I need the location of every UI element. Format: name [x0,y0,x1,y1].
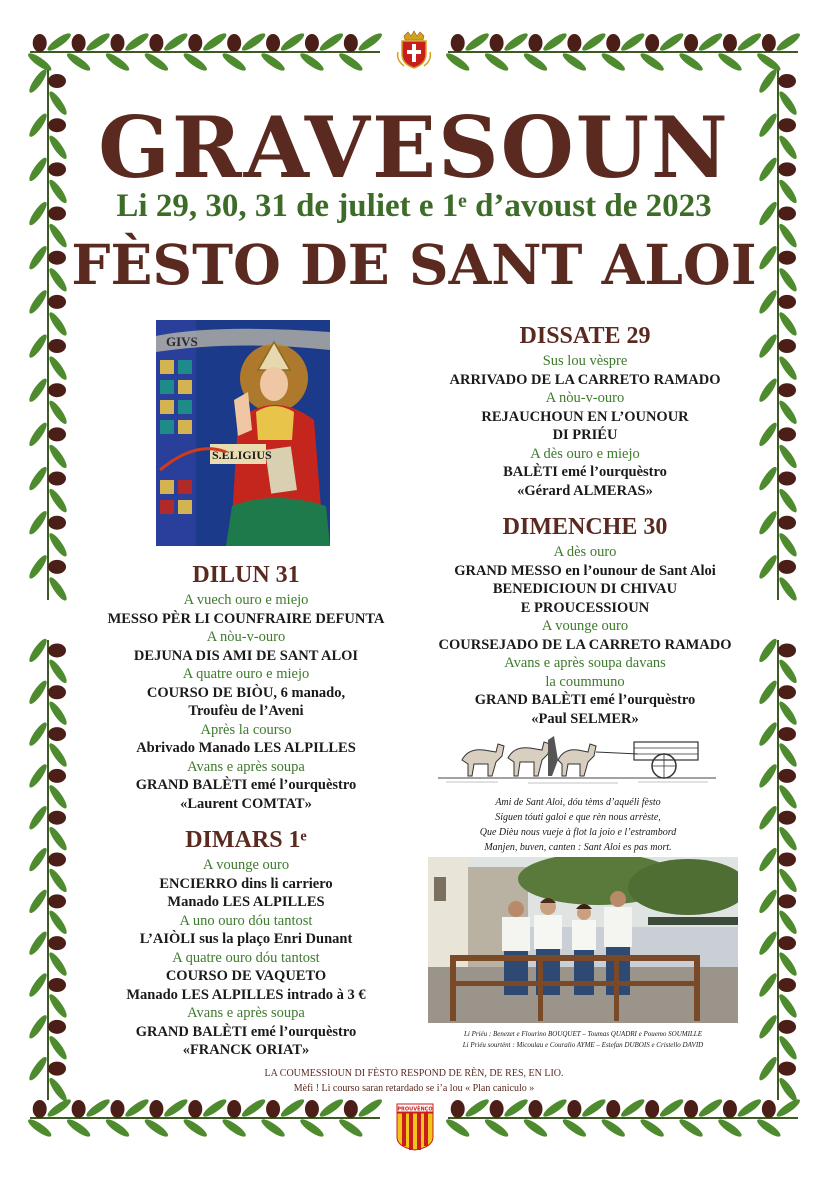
event-name: «Paul SELMER» [531,710,639,727]
day-heading: DIMARS 1ᵉ [185,827,307,853]
event-time: A quatre ouro dóu tantost [172,949,320,966]
event-name: GRAND BALÈTI emé l’ourquèstro [135,777,357,793]
program-dilun [76,561,416,813]
event-name: L’AIÒLI sus la plaço Enri Dunant [139,931,353,947]
event-name: ARRIVADO DE LA CARRETO RAMADO [449,371,721,388]
caption-line: Li Priéu sourtènt : Micoulau e Couralio AYME – Estefan DUBOIS e Cristello DAVID [462,1041,704,1049]
disclaimer: LA COUMESSIOUN DI FÈSTO RESPOND DE RÈN, DE RES, EN LIO. [264,1068,564,1079]
poem-line: Que Dièu nous vueje à flot la joio e l’estrambord [479,827,677,838]
event-time: A nòu-v-ouro [545,390,625,406]
event-time: A vuech ouro e miejo [183,592,309,608]
event-time: Avans e après soupa davans [504,655,666,671]
day-heading: DISSATE 29 [519,323,651,349]
priors-group-photo [428,857,738,1023]
olive-branch [757,637,800,1104]
program-dimenche [430,513,740,728]
stained-glass-upper-lettering: GIVS [166,334,198,349]
event-name: GRAND BALÈTI emé l’ourquèstro [135,1023,357,1040]
heat-warning: Mèfi ! Li courso saran retardado se i’a lou « Plan caniculo » [293,1083,535,1094]
caption-line: Li Priéu : Benezet e Flourino BOUQUET – Toumas QUADRI e Pouemo SOUMILLE [464,1030,702,1038]
olive-branch [444,31,802,74]
event-name: REJAUCHOUN EN L’OUNOUR [481,408,689,425]
event-name: MESSO PÈR LI COUNFRAIRE DEFUNTA [107,610,385,627]
event-name: ENCIERRO dins li carriero [159,875,333,892]
stained-glass-lettering: S.ELIGIUS [212,448,272,462]
horse-cart-illustration [438,730,716,786]
event-name: COURSO DE BIÒU, 6 manado, [146,684,346,701]
event-time: Après la courso [200,721,292,738]
printer-mark [798,800,808,910]
event-name: Troufèu de l’Aveni [188,703,304,719]
event-name: «Gérard ALMERAS» [517,482,653,499]
event-name: BALÈTI emé l’ourquèstro [503,464,667,480]
flag-label: PROUVÈNÇO [397,1106,433,1113]
olive-branch [26,1097,384,1140]
festival-dates: Li 29, 30, 31 de juliet e 1ᵉ d’avoust de 2023 [116,188,712,224]
event-time: la coummuno [545,673,625,690]
poem-line: Siguen tóuti galoi e que rèn nous arrèste, [495,812,661,823]
photo-caption [420,1029,746,1051]
olive-branch [444,1097,802,1140]
poem-line: Ami de Sant Aloi, dóu tèms d’aquéli fèsto [495,797,661,808]
day-heading: DIMENCHE 30 [502,514,668,540]
event-name: DEJUNA DIS AMI DE SANT ALOI [133,647,359,664]
event-time: A dès ouro e miejo [530,445,640,462]
town-title: GRAVESOUN [98,98,730,197]
event-name: «FRANCK ORIAT» [182,1042,310,1058]
event-name: Manado LES ALPILLES intrado à 3 € [126,986,366,1003]
poem-line: Manjen, buven, canten : Sant Aloi es pas mort. [484,842,672,853]
event-time: Avans e après soupa [187,758,305,775]
event-time: A uno ouro dóu tantost [179,912,313,929]
program-dimars [76,826,416,1060]
event-name: COURSO DE VAQUETO [165,968,327,984]
event-time: Avans e après soupa [187,1005,305,1021]
poem [420,795,736,855]
olive-branch [26,31,384,74]
event-name: Manado LES ALPILLES [167,894,325,910]
olive-branch [27,637,70,1104]
event-time: A vounge ouro [202,857,290,873]
event-name: GRAND MESSO en l’ounour de Sant Aloi [454,562,716,579]
event-name: GRAND BALÈTI emé l’ourquèstro [474,692,696,708]
event-time: A vounge ouro [541,618,629,634]
program-dissate [430,322,740,500]
event-time: A nòu-v-ouro [206,629,286,645]
event-time: Sus lou vèspre [542,353,628,369]
town-crest-icon [396,30,432,70]
event-time: A dès ouro [553,544,617,560]
day-heading: DILUN 31 [192,562,300,588]
footer [170,1066,658,1096]
event-name: Abrivado Manado LES ALPILLES [136,740,356,756]
event-name: COURSEJADO DE LA CARRETO RAMADO [438,636,732,653]
event-time: A quatre ouro e miejo [182,666,310,682]
event-name: BENEDICIOUN DI CHIVAU [492,581,678,597]
provence-flag-icon [396,1103,434,1151]
event-name: DI PRIÉU [552,427,618,443]
festival-name: FÈSTO DE SANT ALOI [71,232,757,297]
event-name: «Laurent COMTAT» [180,795,312,812]
event-name: E PROUCESSIOUN [520,599,650,616]
stained-glass-saint-eloi [156,320,330,546]
